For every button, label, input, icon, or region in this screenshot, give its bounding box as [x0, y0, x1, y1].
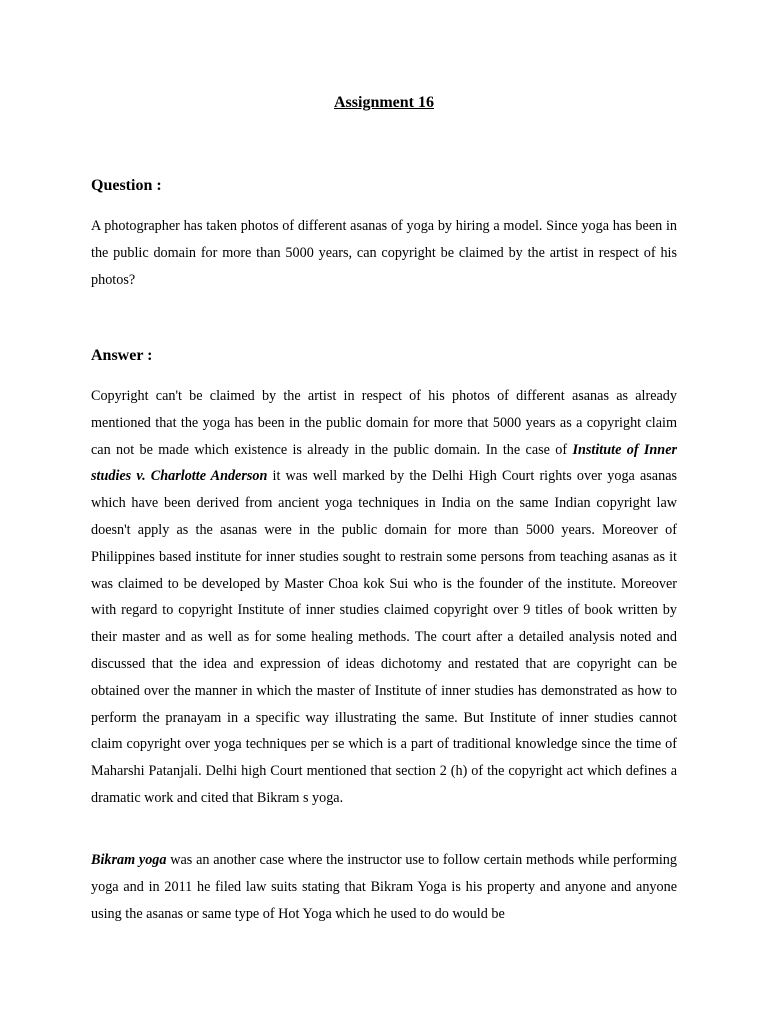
answer-p2-text: was an another case where the instructor use to follow certain methods while performing yoga and in 2011 he filed law suits stating that Bikram Yoga is his property and anyone and anyone using the asanas or same type of Hot Yoga which he used to do would be	[91, 852, 677, 922]
answer-p1-text-start: Copyright can't be claimed by the artist in respect of his photos of different asanas as already mentioned that the yoga has been in the public domain for more that 5000 years as a copyright claim can not be made which existence is already in the public domain. In the case of	[91, 388, 677, 458]
answer-p1-text-rest: it was well marked by the Delhi High Court rights over yoga asanas which have been derived from ancient yoga techniques in India on the same Indian copyright law doesn't apply as the asanas were in the public domain for more than 5000 years. Moreover of Philippines based institute for inner studies sought to restrain some persons from teaching asanas as it was claimed to be developed by Master Choa kok Sui who is the founder of the institute. Moreover with regard to copyright Institute of inner studies claimed copyright over 9 titles of book written by their master and as well as for some healing methods. The court after a detailed analysis noted and discussed that the idea and expression of ideas dichotomy and restated that are copyright can be obtained over the manner in which the master of Institute of inner studies has demonstrated as how to perform the pranayam in a specific way illustrating the same. But Institute of inner studies cannot claim copyright over yoga techniques per se which is a part of traditional knowledge since the time of Maharshi Patanjali. Delhi high Court mentioned that section 2 (h) of the copyright act which defines a dramatic work and cited that Bikram s yoga.	[91, 468, 678, 806]
case-name-institute: Institute of Inner studies v. Charlotte Anderson	[91, 441, 678, 485]
question-paragraph: A photographer has taken photos of different asanas of yoga by hiring a model. Since yoga has been in the public domain for more than 5000 years, can copyright be claimed by the artist in respect of his photos?	[91, 218, 677, 288]
document-title: Assignment 16	[333, 94, 434, 111]
answer-paragraph-1	[91, 383, 677, 812]
case-name-bikram: Bikram yoga	[91, 852, 167, 868]
answer-paragraph-2	[91, 847, 677, 927]
answer-heading: Answer :	[91, 347, 153, 364]
question-heading: Question :	[91, 177, 162, 194]
